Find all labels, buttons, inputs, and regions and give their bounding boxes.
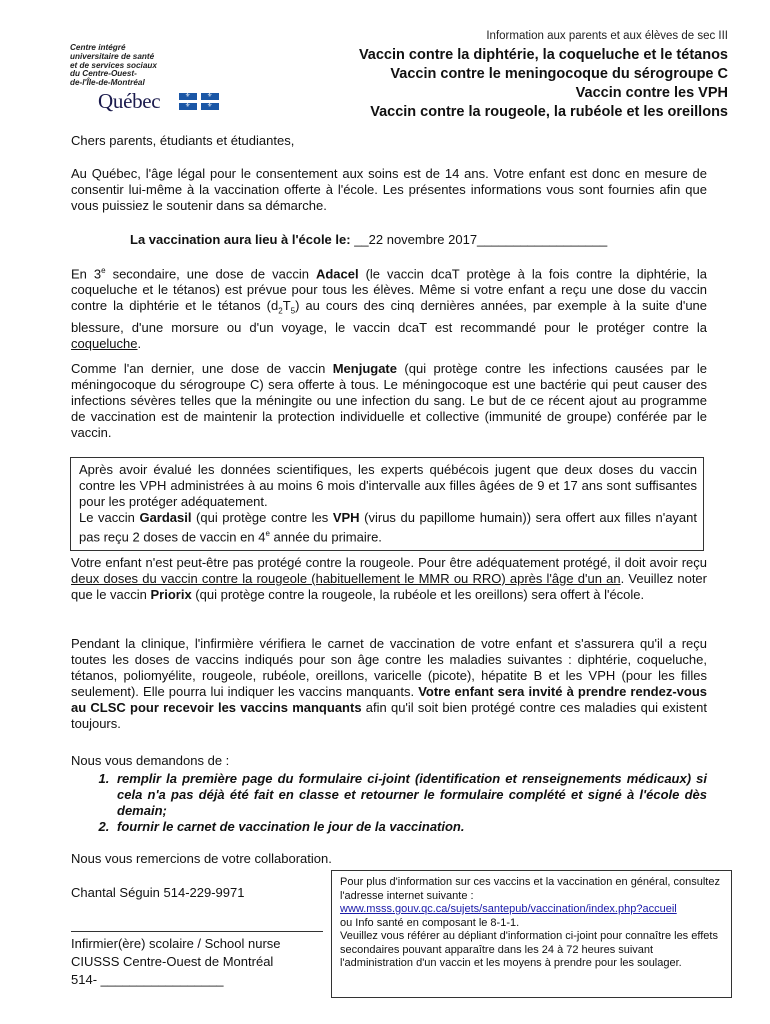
logo-line: Centre intégré xyxy=(70,43,126,52)
gardasil-name: Gardasil xyxy=(139,510,192,525)
title-line: Vaccin contre les VPH xyxy=(575,85,728,101)
requests-intro: Nous vous demandons de : xyxy=(71,753,230,768)
rougeole-paragraph: Votre enfant n'est peut-être pas protégé contre la rougeole. Pour être adéquatement protégé, il doit avoir reçu deux doses du vaccin contre la rougeole (habituellement le MMR ou RRO) après l'âge d'un an. Veuillez noter que le vaccin Priorix (qui protège contre la rougeole, la rubéole et les oreillons) sera offert à l'école. xyxy=(71,555,707,602)
signature-line xyxy=(71,931,323,932)
quebec-flag-icon: ⚜ ⚜ ⚜ ⚜ xyxy=(179,93,219,110)
date-label: La vaccination aura lieu à l'école le: xyxy=(130,232,351,247)
requests-list xyxy=(71,771,707,835)
ciusss-logo xyxy=(70,44,220,116)
side-effects-text: Veuillez vous référer au dépliant d'information ci-joint pour connaître les effets secondaires pouvant apparaître dans les 24 à 72 heures suivant l'administration d'un vaccin et les moyens à prendre pour les soulager. xyxy=(340,930,718,969)
nurse-name-phone: Chantal Séguin 514-229-9971 xyxy=(71,885,245,900)
title-line: Vaccin contre le meningocoque du sérogroupe C xyxy=(390,66,728,82)
title-line: Vaccin contre la diphtérie, la coqueluche et le tétanos xyxy=(358,47,728,63)
adacel-paragraph: En 3e secondaire, une dose de vaccin Adacel (le vaccin dcaT protège à la fois contre la diphtérie, la coqueluche et le tétanos) est prévue pour tous les élèves. Même si votre enfant a reçu une dose du vaccin contre la diphtérie et le tétanos $(d_2T_5)$ au cours des cinq dernières années, par exemple à la suite d'une blessure, d'une morsure ou d'un voyage, le vaccin dcaT est recommandé pour le protéger contre la coqueluche. xyxy=(71,266,708,351)
thanks-line: Nous vous remercions de votre collaboration. xyxy=(71,851,332,866)
logo-line: universitaire de santé xyxy=(70,51,155,61)
title-line: Vaccin contre la rougeole, la rubéole et les oreillons xyxy=(370,104,728,120)
nurse-title: Infirmier(ère) scolaire / School nurse xyxy=(71,936,281,951)
greeting: Chers parents, étudiants et étudiantes, xyxy=(71,133,295,148)
info-santé-line: ou Info santé en composant le 8-1-1. xyxy=(340,916,520,929)
logo-org-name xyxy=(70,44,220,88)
logo-line: et de services sociaux xyxy=(70,60,157,70)
nurse-org: CIUSSS Centre-Ouest de Montréal xyxy=(71,954,274,969)
coqueluche-link: coqueluche xyxy=(71,335,138,351)
info-text: Pour plus d'information sur ces vaccins et la vaccination en général, consultez l'adresse internet suivante : xyxy=(340,876,720,902)
more-info-box xyxy=(331,870,732,998)
document-header xyxy=(359,30,728,122)
msss-url-link[interactable]: www.msss.gouv.qc.ca/sujets/santepub/vaccination/index.php?accueil xyxy=(340,903,677,915)
list-item: 2. fournir le carnet de vaccination le jour de la vaccination. xyxy=(113,819,707,835)
list-item: 1. remplir la première page du formulaire ci-joint (identification et renseignements médicaux) si cela n'a pas déjà été fait en classe et retourner le formulaire complété et signé à l'école dès demain; xyxy=(113,771,707,819)
intro-paragraph: Au Québec, l'âge légal pour le consentement aux soins est de 14 ans. Votre enfant est donc en mesure de consentir lui-même à la vaccination offerte à l'école. Les présentes informations vous sont fournies afin que vous puissiez le soutenir dans sa démarche. xyxy=(71,166,707,213)
date-value: __22 novembre 2017__________________ xyxy=(350,232,608,247)
audience-line: Information aux parents et aux élèves de sec III xyxy=(486,30,728,42)
vaccination-date-line xyxy=(130,232,607,247)
adacel-name: Adacel xyxy=(315,266,359,282)
quebec-wordmark: Québec xyxy=(98,89,161,113)
vph-box-p1: Après avoir évalué les données scientifiques, les experts québécois jugent que deux doses du vaccin contre les VPH administrées à au moins 6 mois d'intervalle aux filles âgées de 9 et 17 ans sont suffisantes pour les protéger adéquatement. xyxy=(79,462,697,509)
priorix-name: Priorix xyxy=(150,587,192,602)
logo-line: du Centre-Ouest- xyxy=(70,69,137,79)
clinique-paragraph: Pendant la clinique, l'infirmière vérifiera le carnet de vaccination de votre enfant et s'assurera qu'il a reçu toutes les doses de vaccins indiqués pour son âge contre les maladies suivantes : diphtérie, coqueluche, tétanos, poliomyélite, rougeole, rubéole, oreillons, varicelle (picote), hépatite B et les VPH (pour les filles seulement). Elle pourra lui indiquer les vaccins manquants. Votre enfant sera invité à prendre rendez-vous au CLSC pour recevoir les vaccins manquants afin qu'il soit bien protégé contre ces maladies qui existent toujours. xyxy=(71,636,707,731)
vph-info-box xyxy=(70,457,704,551)
nurse-phone-line: 514- _________________ xyxy=(71,972,224,987)
requests-section xyxy=(71,753,707,835)
vph-box-p2: Le vaccin Gardasil (qui protège contre les VPH (virus du papillome humain)) sera offert aux filles n'ayant pas reçu 2 doses de vaccin en 4e année du primaire. xyxy=(79,510,698,545)
menjugate-paragraph: Comme l'an dernier, une dose de vaccin Menjugate (qui protège contre les infections causées par le méningocoque du sérogroupe C) sera offerte à tous. Le méningocoque est une bactérie qui peut causer des infections sévères telles que la méningite ou une infection du sang. Le but de ce récent ajout au programme de vaccination est de maintenir la protection individuelle et collective (immunité de groupe) conférée par le vaccin. xyxy=(71,361,707,440)
menjugate-name: Menjugate xyxy=(332,361,397,376)
logo-line: de-l'Île-de-Montréal xyxy=(70,78,145,88)
